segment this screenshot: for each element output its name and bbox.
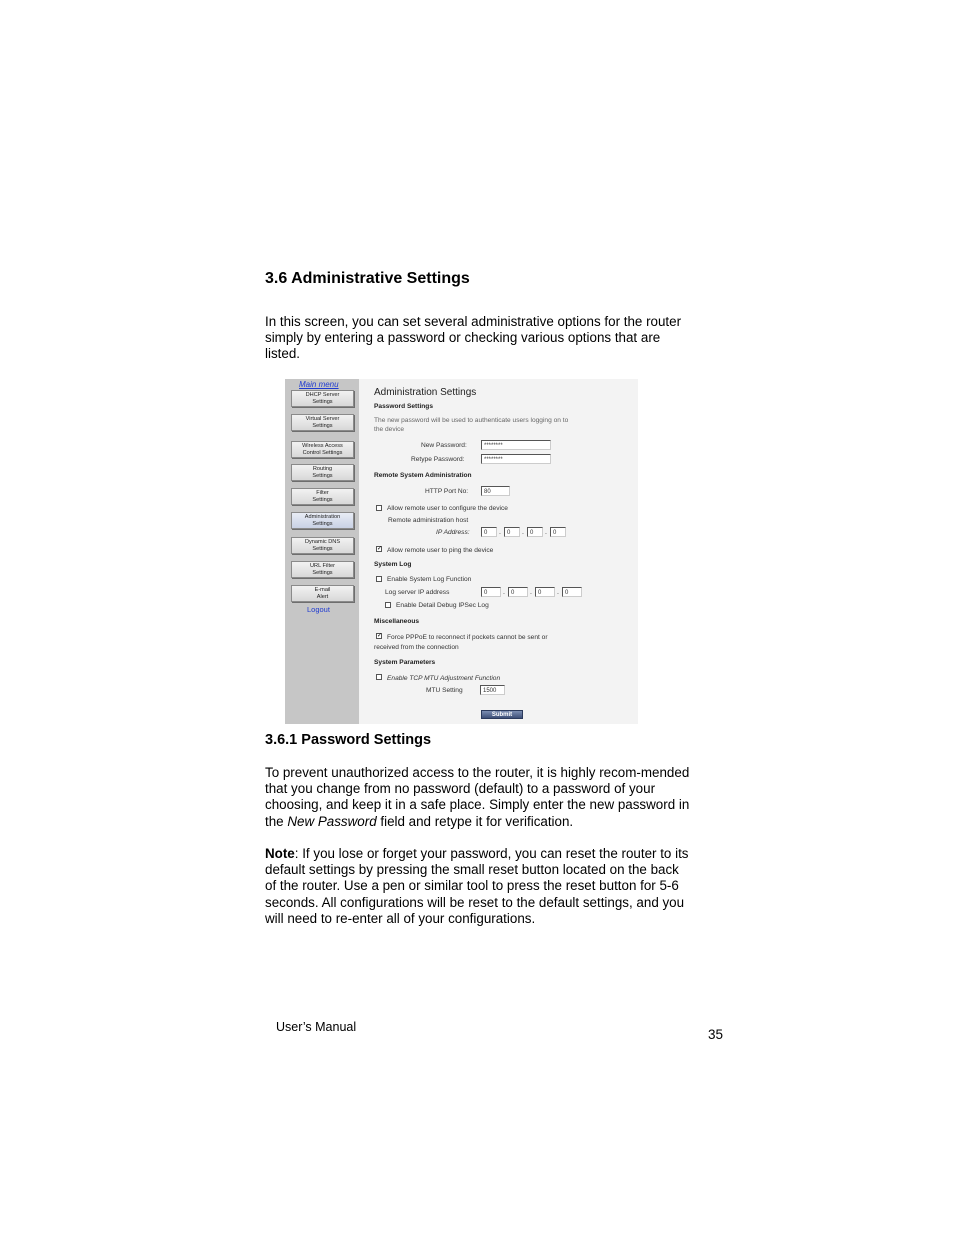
router-admin-screenshot xyxy=(285,379,638,724)
log-octet-2[interactable]: 0 xyxy=(508,587,528,597)
ip-dot: . xyxy=(499,529,501,536)
allow-ping-checkbox[interactable]: ✓ xyxy=(377,546,383,552)
menu-item-administration[interactable]: Administration Settings xyxy=(291,512,354,529)
ip-octet-1[interactable]: 0 xyxy=(481,527,497,537)
ip-octet-4[interactable]: 0 xyxy=(550,527,566,537)
enable-ipsec-log-label: Enable Detail Debug IPSec Log xyxy=(396,602,489,609)
new-password-field[interactable]: ******** xyxy=(481,440,551,450)
note-text: : If you lose or forget your password, you can reset the router to its default settings by pressing the small reset button located on the back of the router. Use a pen or similar tool to press the reset button for 5-6 seconds. All configurations will be reset to the default settings, and you will need to re-enter all of your configurations. xyxy=(265,846,689,926)
menu-item-dynamic-dns[interactable]: Dynamic DNS Settings xyxy=(291,537,354,554)
password-paragraph xyxy=(265,765,690,830)
allow-remote-config-checkbox[interactable] xyxy=(376,505,382,511)
new-password-term: New Password xyxy=(287,813,377,829)
allow-remote-config-label: Allow remote user to configure the device xyxy=(387,505,508,512)
logout-link[interactable]: Logout xyxy=(307,605,330,614)
ip-dot: . xyxy=(522,529,524,536)
section-title: 3.6 Administrative Settings xyxy=(265,270,470,287)
ip-octet-3[interactable]: 0 xyxy=(527,527,543,537)
remote-admin-host-label: Remote administration host xyxy=(388,517,469,524)
ip-octet-2[interactable]: 0 xyxy=(504,527,520,537)
mtu-setting-label: MTU Setting xyxy=(426,687,463,694)
new-password-label: New Password: xyxy=(421,442,467,449)
ip-dot: . xyxy=(545,529,547,536)
password-paragraph-text: To prevent unauthorized access to the router, it is highly recom-mended that you change from no password (default) to a password of your choosing, and keep it in a safe place. Simply enter the new password in the xyxy=(265,765,690,829)
footer-manual-label: User’s Manual xyxy=(276,1020,357,1034)
password-note-line1: The new password will be used to authenticate users logging on to xyxy=(374,417,569,424)
menu-item-url-filter[interactable]: URL Filter Settings xyxy=(291,561,354,578)
password-note-line2: the device xyxy=(374,426,405,433)
enable-ipsec-log-checkbox[interactable] xyxy=(385,602,391,608)
subsection-title: 3.6.1 Password Settings xyxy=(265,732,432,748)
force-pppoe-label-line2: received from the connection xyxy=(374,644,459,651)
menu-item-email-alert[interactable]: E-mail Alert xyxy=(291,585,354,602)
remote-admin-heading: Remote System Administration xyxy=(374,472,472,479)
enable-syslog-checkbox[interactable] xyxy=(376,576,382,582)
enable-mtu-label: Enable TCP MTU Adjustment Function xyxy=(387,675,501,682)
menu-item-wireless-access[interactable]: Wireless Access Control Settings xyxy=(291,441,354,458)
password-settings-heading: Password Settings xyxy=(374,403,433,410)
intro-paragraph: In this screen, you can set several administrative options for the router simply by entering a password or checking various options that are listed. xyxy=(265,314,682,362)
note-label: Note xyxy=(265,846,295,861)
allow-ping-label: Allow remote user to ping the device xyxy=(387,547,494,554)
main-menu-sidebar xyxy=(285,379,359,724)
system-params-heading: System Parameters xyxy=(374,659,436,666)
enable-syslog-label: Enable System Log Function xyxy=(387,576,472,583)
ip-address-label: IP Address: xyxy=(436,529,470,536)
force-pppoe-checkbox[interactable]: ✓ xyxy=(377,633,383,639)
log-dot: . xyxy=(530,589,532,596)
log-server-label: Log server IP address xyxy=(385,589,450,596)
password-paragraph-end: field and retype it for verification. xyxy=(376,813,574,829)
log-dot: . xyxy=(557,589,559,596)
enable-mtu-checkbox[interactable] xyxy=(376,674,382,680)
main-menu-title: Main menu xyxy=(299,380,339,389)
retype-password-label: Retype Password: xyxy=(411,456,465,463)
menu-item-routing[interactable]: Routing Settings xyxy=(291,464,354,481)
http-port-field[interactable]: 80 xyxy=(481,486,510,496)
log-octet-4[interactable]: 0 xyxy=(562,587,582,597)
log-dot: . xyxy=(503,589,505,596)
retype-password-field[interactable]: ******** xyxy=(481,454,551,464)
log-octet-1[interactable]: 0 xyxy=(481,587,501,597)
force-pppoe-label-line1: Force PPPoE to reconnect if pockets cannot be sent or xyxy=(387,634,548,641)
note-paragraph xyxy=(265,846,693,927)
panel-title: Administration Settings xyxy=(374,387,477,398)
admin-settings-panel xyxy=(359,379,638,724)
menu-item-virtual-server[interactable]: Virtual Server Settings xyxy=(291,414,354,431)
page-number: 35 xyxy=(708,1027,724,1042)
misc-heading: Miscellaneous xyxy=(374,618,420,625)
mtu-setting-field[interactable]: 1500 xyxy=(480,685,505,695)
submit-button[interactable]: Submit xyxy=(481,710,523,719)
log-octet-3[interactable]: 0 xyxy=(535,587,555,597)
menu-item-dhcp[interactable]: DHCP Server Settings xyxy=(291,390,354,407)
menu-item-filter[interactable]: Filter Settings xyxy=(291,488,354,505)
system-log-heading: System Log xyxy=(374,561,412,568)
http-port-label: HTTP Port No: xyxy=(425,488,469,495)
